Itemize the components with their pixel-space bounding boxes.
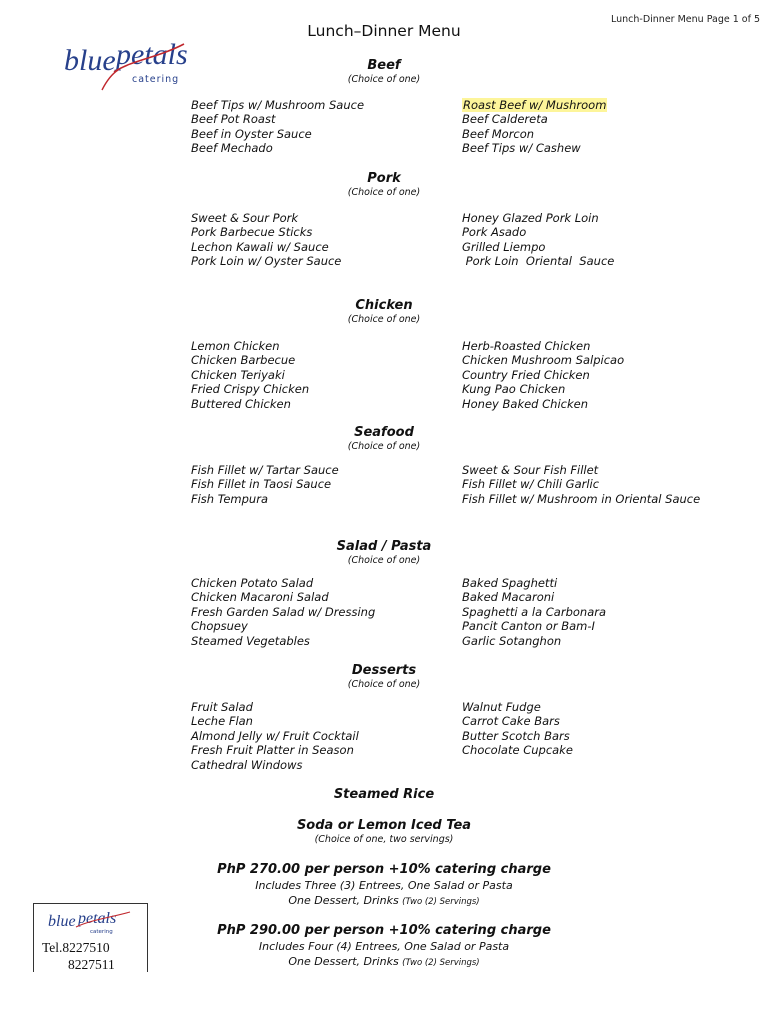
menu-item: Fruit Salad: [191, 700, 253, 714]
package-includes: Includes Four (4) Entrees, One Salad or Pasta: [258, 940, 510, 953]
section-chicken: [0, 298, 768, 326]
section-rice: [0, 787, 768, 803]
menu-item: Fresh Garden Salad w/ Dressing: [191, 604, 376, 619]
menu-item: Spaghetti a la Carbonara: [462, 604, 607, 619]
menu-item: Beef Tips w/ Mushroom Sauce: [191, 98, 365, 112]
section-note: (Choice of one): [347, 74, 421, 85]
svg-text:catering: catering: [90, 929, 113, 935]
menu-item: Steamed Vegetables: [191, 633, 310, 648]
menu-item: Beef in Oyster Sauce: [191, 126, 312, 141]
menu-item: Walnut Fudge: [462, 700, 541, 714]
menu-item: Lemon Chicken: [191, 339, 280, 353]
section-title: Soda or Lemon Iced Tea: [296, 818, 472, 833]
section-title: Salad / Pasta: [336, 539, 432, 554]
section-note: (Choice of one): [347, 187, 421, 198]
menu-item: Almond Jelly w/ Fruit Cocktail: [191, 728, 359, 743]
svg-text:petals: petals: [116, 38, 188, 71]
package-servings: (Two (2) Servings): [402, 958, 480, 968]
menu-item: Cathedral Windows: [191, 757, 303, 772]
menu-item: Pork Loin Oriental Sauce: [462, 254, 615, 269]
section-note: (Choice of one): [347, 679, 421, 690]
package-price: PhP 270.00 per person +10% catering charge: [217, 862, 551, 877]
section-title: Beef: [367, 58, 401, 73]
menu-item: Country Fried Chicken: [462, 367, 590, 382]
menu-item-highlighted: Roast Beef w/ Mushroom: [463, 98, 607, 112]
menu-item: Beef Pot Roast: [191, 112, 276, 127]
menu-item: Carrot Cake Bars: [462, 714, 560, 729]
menu-item: Butter Scotch Bars: [462, 728, 570, 743]
section-seafood: [0, 425, 768, 453]
menu-item: Chicken Macaroni Salad: [191, 590, 329, 605]
menu-item: Lechon Kawali w/ Sauce: [191, 239, 329, 254]
menu-item: Chocolate Cupcake: [462, 743, 573, 758]
menu-item: Chicken Potato Salad: [191, 576, 314, 590]
menu-title: Lunch–Dinner Menu: [307, 22, 461, 40]
menu-item: Pancit Canton or Bam-I: [462, 619, 595, 634]
menu-item: Fresh Fruit Platter in Season: [191, 743, 354, 758]
menu-item: Chopsuey: [191, 619, 248, 634]
svg-text:catering: catering: [132, 74, 180, 85]
menu-item: Chicken Mushroom Salpicao: [462, 353, 625, 368]
package-price: PhP 290.00 per person +10% catering charge: [217, 923, 551, 938]
svg-text:blue: blue: [64, 44, 116, 77]
menu-item: Fish Fillet w/ Mushroom in Oriental Sauce: [462, 491, 701, 506]
section-title: Desserts: [351, 663, 417, 678]
menu-item: Garlic Sotanghon: [462, 633, 562, 648]
menu-item: Sweet & Sour Fish Fillet: [462, 463, 599, 477]
section-title: Pork: [367, 171, 401, 186]
section-salad-pasta: [0, 539, 768, 567]
section-beef: [0, 58, 768, 86]
menu-item: Fish Tempura: [191, 491, 268, 506]
menu-item: Pork Loin w/ Oyster Sauce: [191, 254, 342, 269]
menu-item: Kung Pao Chicken: [462, 382, 566, 397]
menu-item: Beef Tips w/ Cashew: [462, 141, 581, 156]
menu-item: Baked Spaghetti: [462, 576, 558, 590]
section-desserts: [0, 663, 768, 691]
menu-item: Chicken Teriyaki: [191, 367, 285, 382]
contact-box: [33, 903, 148, 972]
package-servings: (Two (2) Servings): [402, 897, 480, 907]
section-title: Chicken: [355, 298, 413, 313]
menu-item: Honey Baked Chicken: [462, 396, 588, 411]
phone-number-2: 8227511: [68, 957, 115, 972]
section-note: (Choice of one, two servings): [314, 834, 454, 845]
package-includes: Includes Three (3) Entrees, One Salad or Pasta: [255, 879, 513, 892]
menu-item: Leche Flan: [191, 714, 253, 729]
menu-item: Pork Asado: [462, 225, 527, 240]
menu-item: Baked Macaroni: [462, 590, 555, 605]
menu-item: Fish Fillet w/ Tartar Sauce: [191, 463, 339, 477]
menu-item: Beef Caldereta: [462, 112, 548, 127]
menu-item: Buttered Chicken: [191, 396, 291, 411]
section-title: Seafood: [354, 425, 414, 440]
menu-item: Chicken Barbecue: [191, 353, 296, 368]
menu-item: Herb-Roasted Chicken: [462, 339, 591, 353]
menu-item: Sweet & Sour Pork: [191, 211, 299, 225]
phone-number-1: Tel.8227510: [42, 940, 110, 955]
menu-item: Beef Mechado: [191, 141, 273, 156]
section-note: (Choice of one): [347, 314, 421, 325]
menu-item: Grilled Liempo: [462, 239, 546, 254]
menu-item: Fish Fillet w/ Chili Garlic: [462, 477, 600, 492]
package-extras: One Dessert, Drinks: [288, 955, 399, 968]
section-note: (Choice of one): [347, 441, 421, 452]
contact-logo: [46, 906, 134, 936]
section-drinks: [0, 818, 768, 846]
svg-text:petals: petals: [78, 910, 117, 927]
package-extras: One Dessert, Drinks: [288, 894, 399, 907]
section-note: (Choice of one): [347, 555, 421, 566]
svg-text:blue: blue: [48, 913, 76, 930]
menu-item: Pork Barbecue Sticks: [191, 225, 313, 240]
section-pork: [0, 171, 768, 199]
menu-item: Beef Morcon: [462, 126, 535, 141]
page-header-label: Lunch-Dinner Menu Page 1 of 5: [610, 14, 760, 25]
menu-item: Fish Fillet in Taosi Sauce: [191, 477, 332, 492]
menu-item: Honey Glazed Pork Loin: [462, 211, 599, 225]
menu-item: Fried Crispy Chicken: [191, 382, 310, 397]
section-title: Steamed Rice: [333, 787, 435, 802]
